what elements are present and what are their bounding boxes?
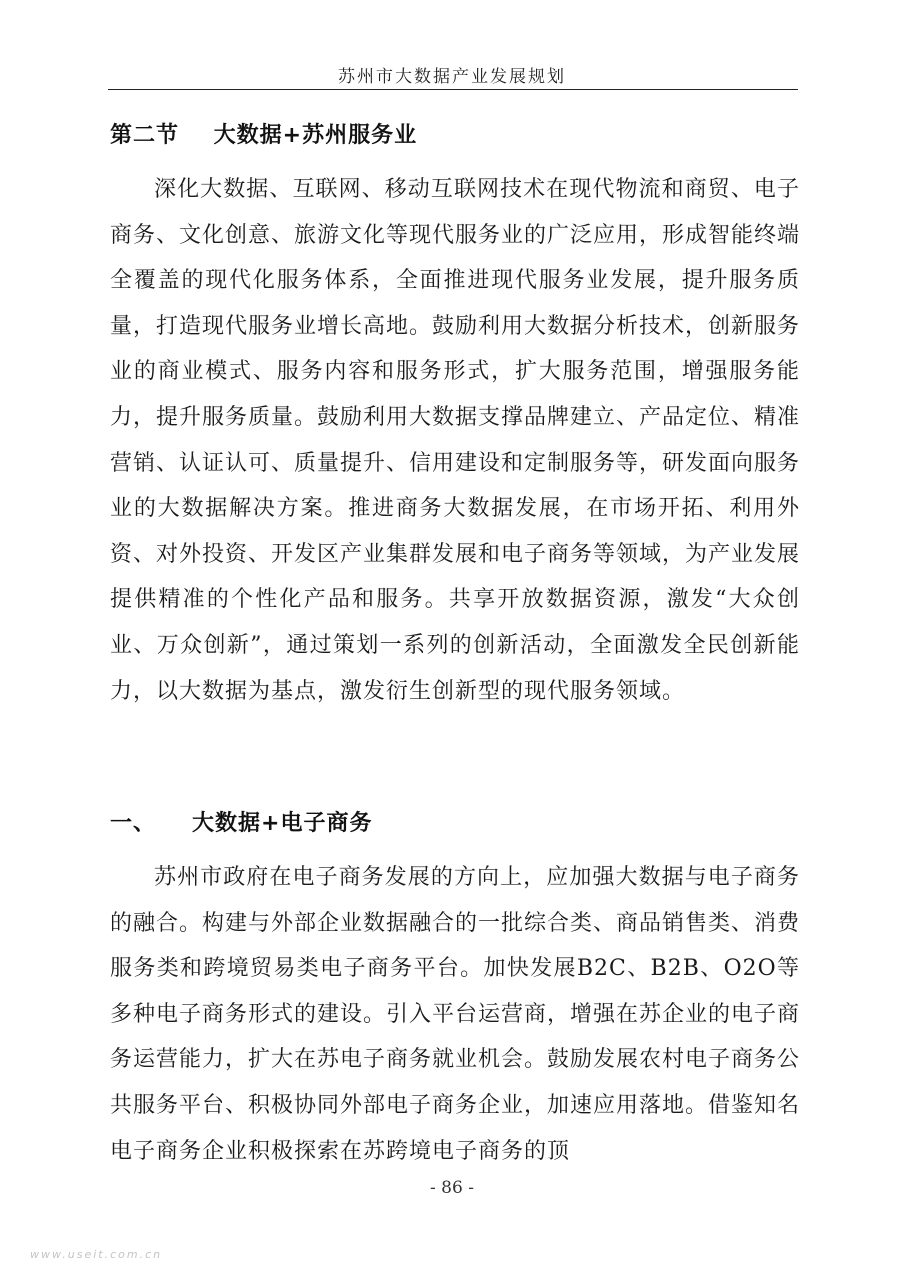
- running-header-title: 苏州市大数据产业发展规划: [338, 67, 566, 87]
- subsection-body-paragraph: 苏州市政府在电子商务发展的方向上，应加强大数据与电子商务的融合。构建与外部企业数据融合的一批综合类、商品销售类、消费服务类和跨境贸易类电子商务平台。加快发展B2C、B2B、O2O等多种电子商务形式的建设。引入平台运营商，增强在苏企业的电子商务运营能力，扩大在苏电子商务就业机会。鼓励发展农村电子商务公共服务平台、积极协同外部电子商务企业，加速应用落地。借鉴知名电子商务企业积极探索在苏跨境电子商务的顶: [110, 865, 801, 1164]
- page-number: - 86 -: [430, 1178, 474, 1198]
- section-heading: 第二节 大数据+苏州服务业: [110, 123, 418, 148]
- header-divider: [108, 89, 798, 90]
- subsection-title: 大数据+电子商务: [192, 811, 373, 836]
- subsection-number: 一、: [110, 811, 157, 836]
- watermark: www.useit.com.cn: [30, 1248, 163, 1261]
- section-body-paragraph: 深化大数据、互联网、移动互联网技术在现代物流和商贸、电子商务、文化创意、旅游文化等现代服务业的广泛应用，形成智能终端全覆盖的现代化服务体系，全面推进现代服务业发展，提升服务质量，打造现代服务业增长高地。鼓励利用大数据分析技术，创新服务业的商业模式、服务内容和服务形式，扩大服务范围，增强服务能力，提升服务质量。鼓励利用大数据支撑品牌建立、产品定位、精准营销、认证认可、质量提升、信用建设和定制服务等，研发面向服务业的大数据解决方案。推进商务大数据发展，在市场开拓、利用外资、对外投资、开发区产业集群发展和电子商务等领域，为产业发展提供精准的个性化产品和服务。共享开放数据资源，激发“大众创业、万众创新”，通过策划一系列的创新活动，全面激发全民创新能力，以大数据为基点，激发衍生创新型的现代服务领域。: [110, 177, 801, 704]
- subsection-heading: [110, 806, 372, 837]
